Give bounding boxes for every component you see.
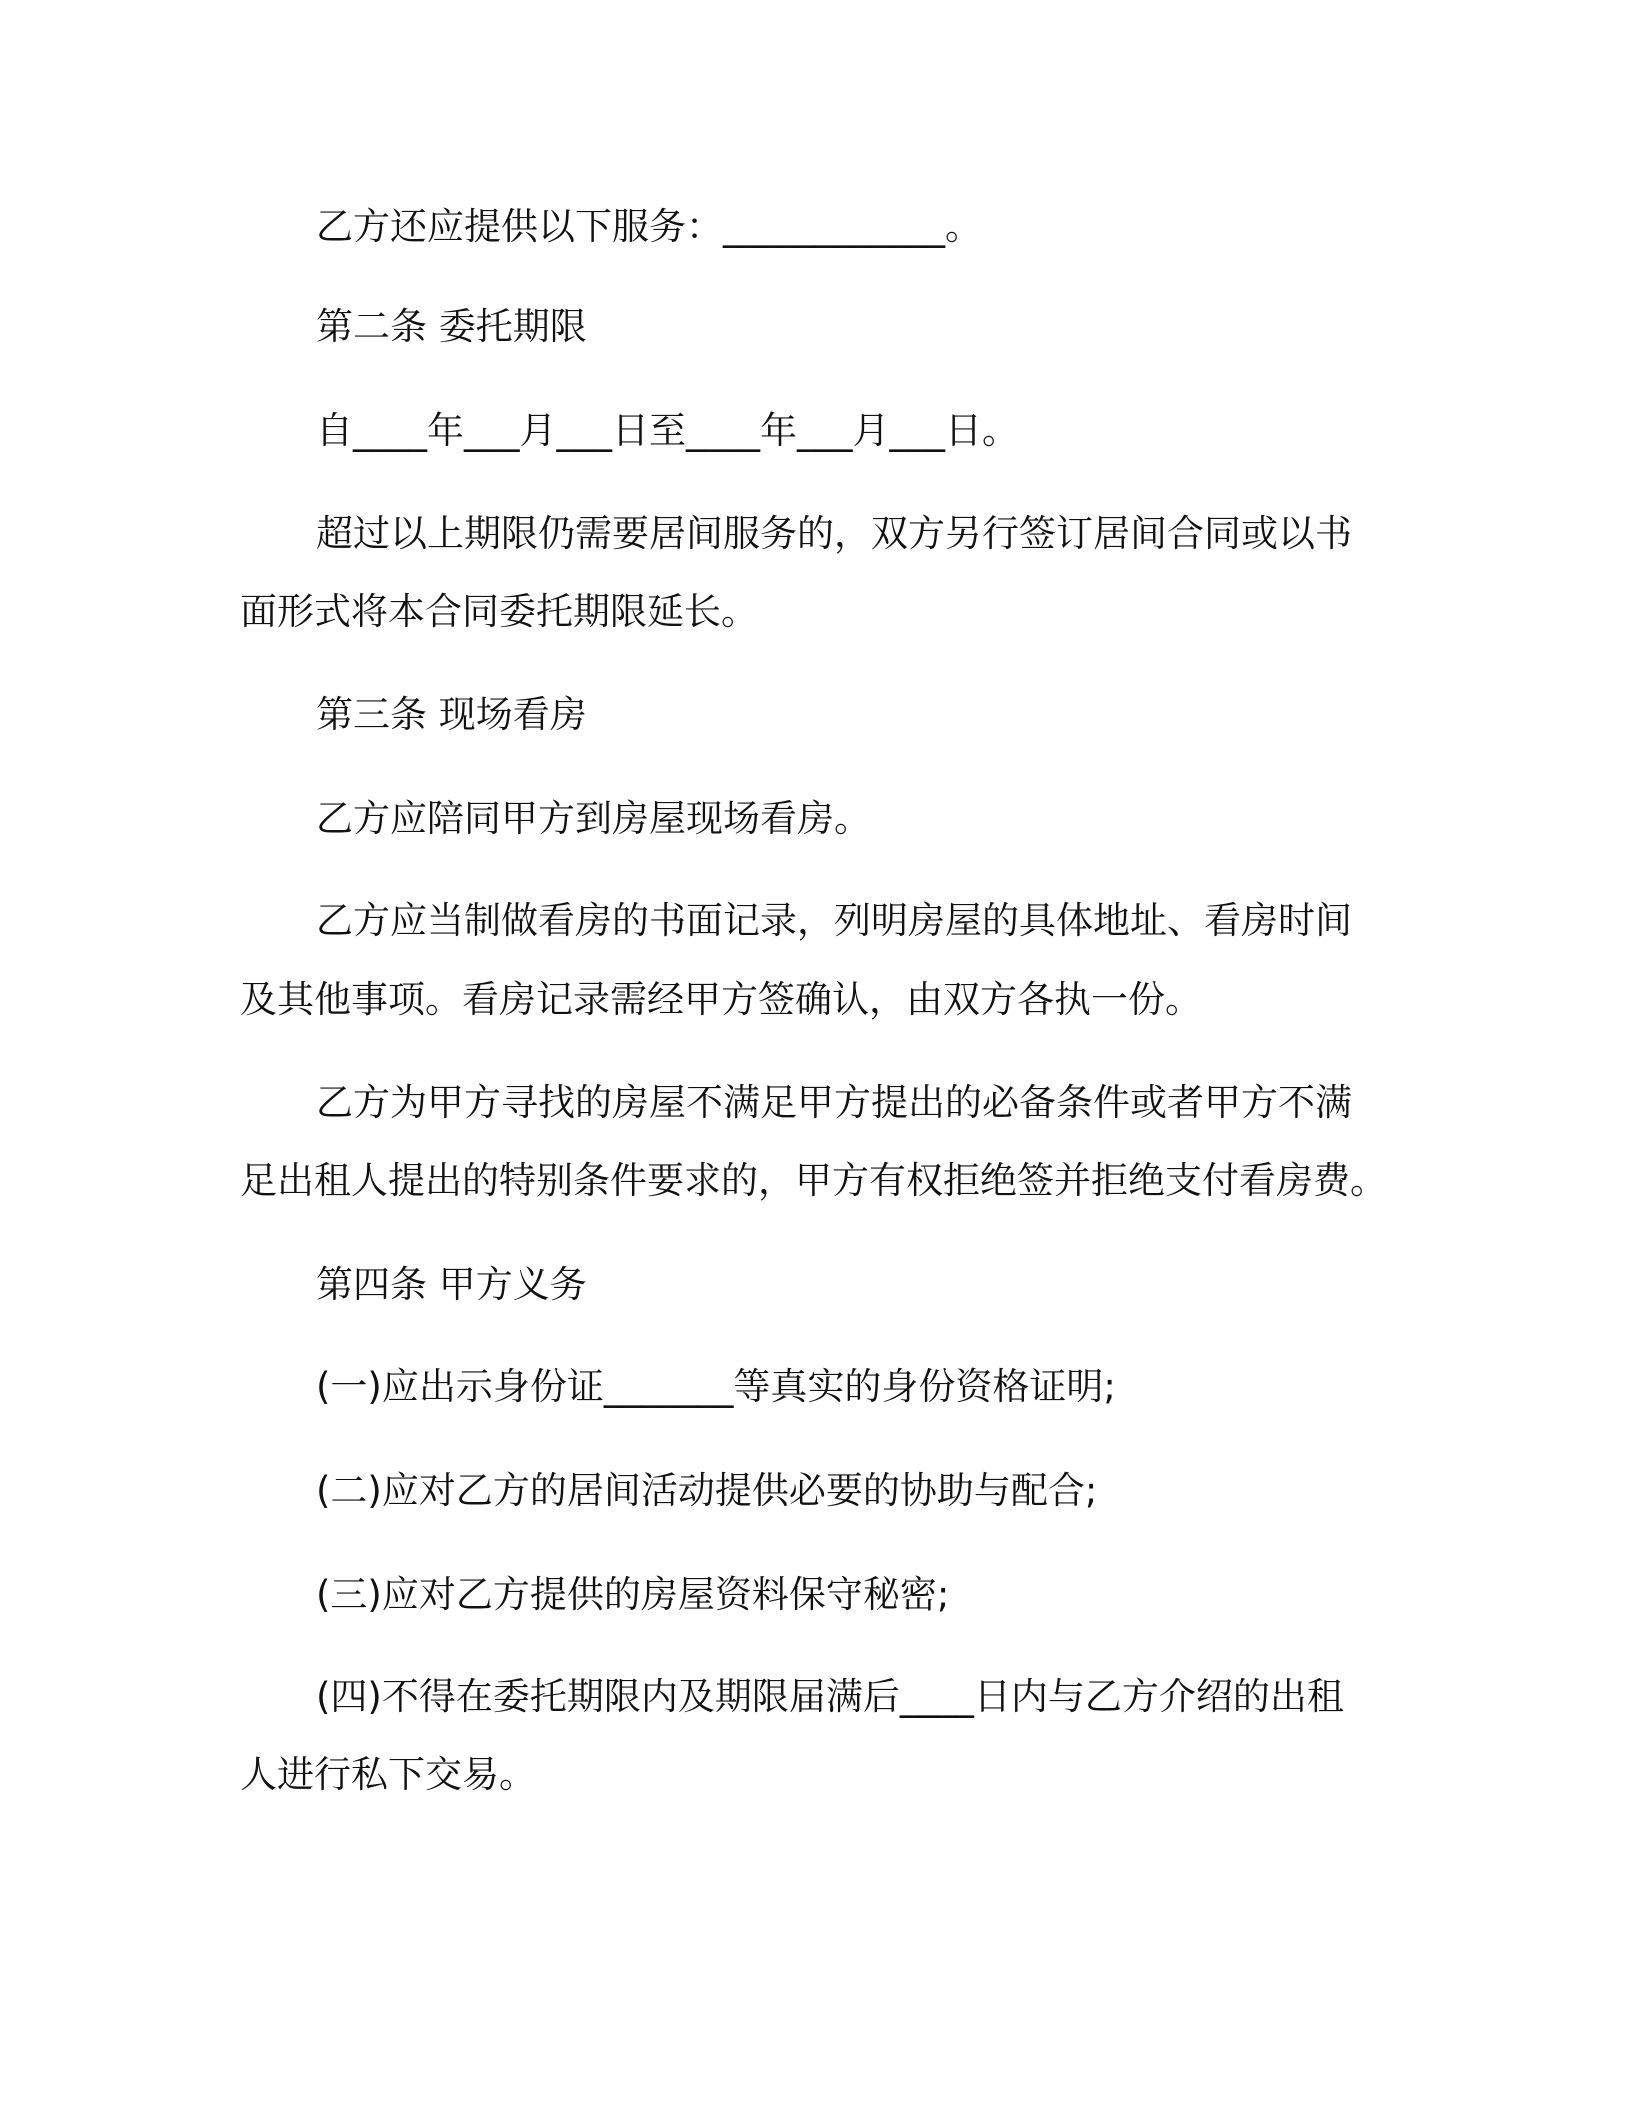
text-line-refuse-1: 乙方为甲方寻找的房屋不满足甲方提出的必备条件或者甲方不满	[316, 1081, 1352, 1124]
obligation-item-3: (三)应对乙方提供的房屋资料保守秘密;	[316, 1573, 950, 1616]
text-line-extension-2: 面形式将本合同委托期限延长。	[240, 590, 758, 633]
section-heading-term: 第二条 委托期限	[316, 305, 587, 348]
text-line-extension-1: 超过以上期限仍需要居间服务的，双方另行签订居间合同或以书	[316, 512, 1352, 555]
text-line-accompany: 乙方应陪同甲方到房屋现场看房。	[316, 797, 871, 840]
obligation-item-4-line-2: 人进行私下交易。	[240, 1753, 536, 1796]
section-heading-obligations: 第四条 甲方义务	[316, 1263, 587, 1306]
obligation-item-4-line-1: (四)不得在委托期限内及期限届满后____日内与乙方介绍的出租	[316, 1675, 1344, 1718]
section-heading-viewing: 第三条 现场看房	[316, 693, 587, 736]
text-line-service: 乙方还应提供以下服务：____________。	[316, 205, 982, 248]
text-line-record-1: 乙方应当制做看房的书面记录，列明房屋的具体地址、看房时间	[316, 899, 1352, 942]
text-line-record-2: 及其他事项。看房记录需经甲方签确认，由双方各执一份。	[240, 978, 1202, 1021]
text-line-period: 自____年___月___日至____年___月___日。	[316, 409, 1019, 452]
text-line-refuse-2: 足出租人提出的特别条件要求的，甲方有权拒绝签并拒绝支付看房费。	[240, 1159, 1387, 1202]
obligation-item-1: (一)应出示身份证_______等真实的身份资格证明;	[316, 1365, 1116, 1408]
obligation-item-2: (二)应对乙方的居间活动提供必要的协助与配合;	[316, 1469, 1098, 1512]
